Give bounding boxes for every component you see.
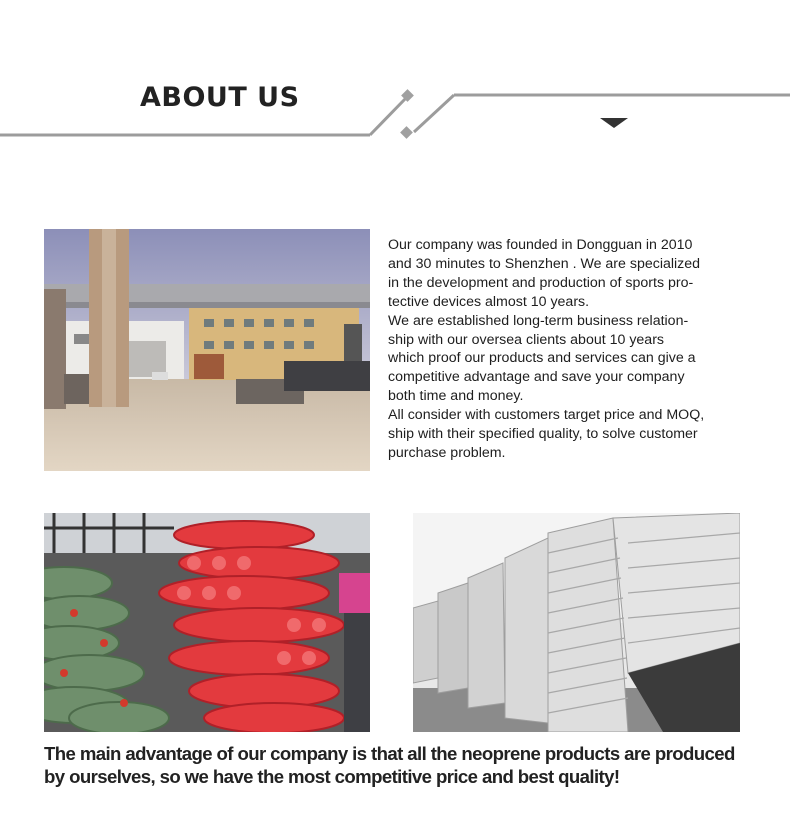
about-description [388, 236, 750, 463]
about-paragraph-relationship: We are established long-term business relation- ship with our oversea clients about 10 years which proof our products and services can give a competitive advantage and save your company both time and money. [388, 312, 696, 405]
fabric-rolls-photo [44, 513, 370, 732]
about-paragraph-founding: Our company was founded in Dongguan in 2010 and 30 minutes to Shenzhen . We are specialized in the development and production of sports pro- tective devices almost 10 years. [388, 237, 701, 310]
chevron-down-icon [600, 118, 628, 128]
section-title: ABOUT US [140, 82, 300, 113]
factory-photo [44, 229, 370, 471]
about-paragraph-quality: All consider with customers target price and MOQ, ship with their specified quality, to solve customer purchase problem. [388, 407, 705, 461]
section-header-decoration [0, 0, 790, 170]
neoprene-sheets-photo [413, 513, 740, 732]
advantage-statement: The main advantage of our company is that all the neoprene products are produced by ourselves, so we have the most competitive price and best quality! [44, 743, 735, 787]
